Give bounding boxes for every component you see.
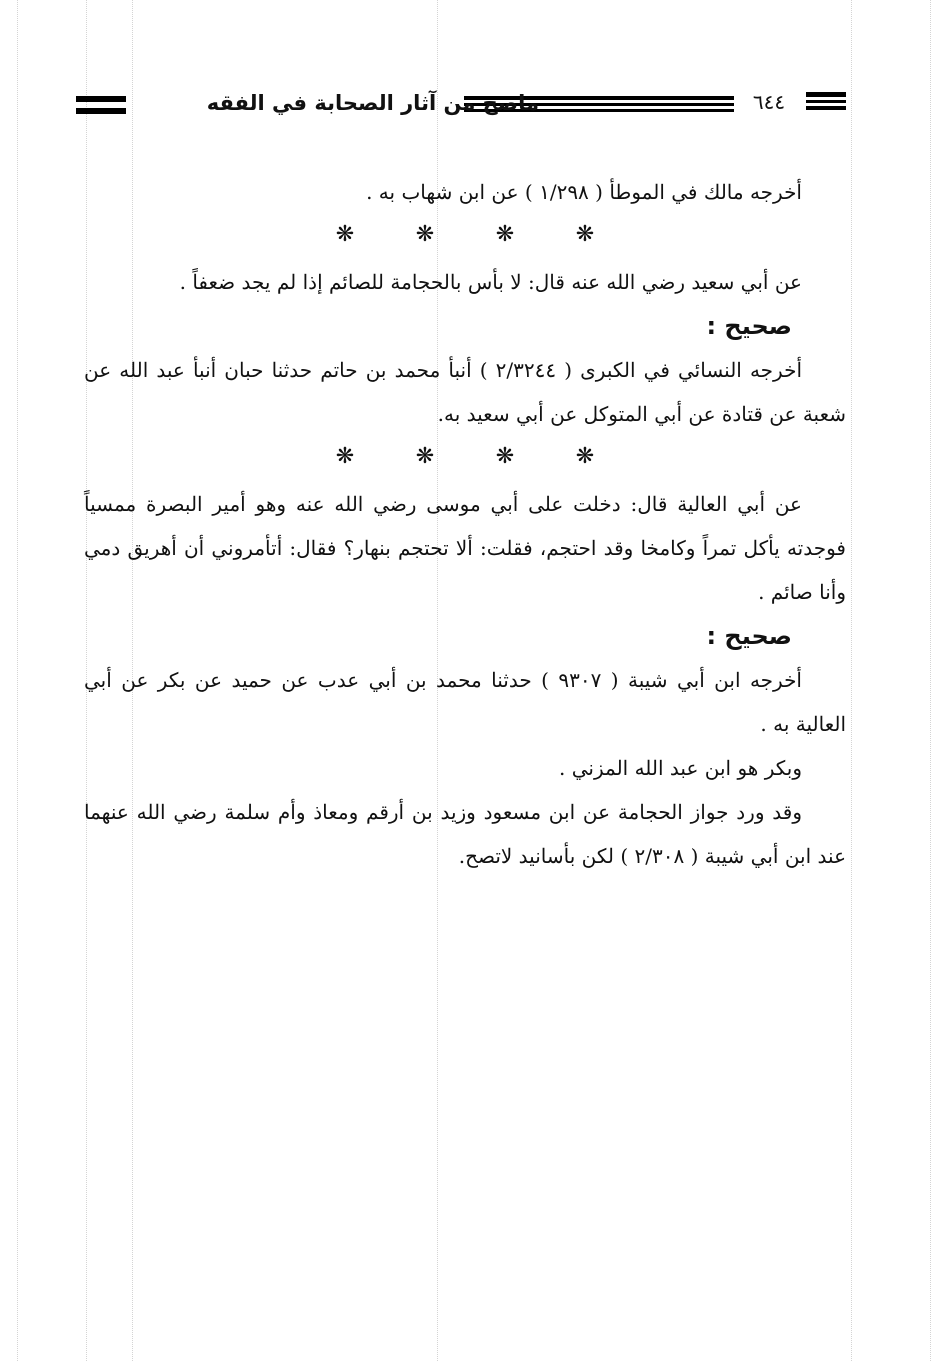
section-separator: [84, 214, 846, 254]
header-rule: [806, 92, 846, 97]
header-rule: [76, 96, 126, 102]
paragraph-citation-malik: أخرجه مالك في الموطأ ( ١/٢٩٨ ) عن ابن شهاب به .: [366, 180, 802, 204]
running-head-title: ماصح من آثار الصحابة في الفقه: [206, 91, 539, 115]
ornament-star-icon: ❋: [415, 221, 435, 247]
ornament-star-icon: ❋: [495, 221, 515, 247]
page-content: [84, 170, 846, 878]
header-rule: [76, 108, 126, 114]
paragraph-note-hijama-reports: وقد ورد جواز الحجامة عن ابن مسعود وزيد بن أرقم ومعاذ وأم سلمة رضي الله عنهما عند ابن أبي شيبة ( ٢/٣٠٨ ) لكن بأسانيد لاتصح.: [84, 800, 846, 868]
ornament-star-icon: ❋: [495, 443, 515, 469]
paragraph-athar-abu-aliya: عن أبي العالية قال: دخلت على أبي موسى رضي الله عنه وهو أمير البصرة ممسياً فوجدته يأكل تمراً وكامخا وقد احتجم، فقلت: ألا تحتجم بنهار؟ فقال: أتأمروني أن أهريق دمي وأنا صائم .: [84, 492, 846, 604]
scan-line: [17, 0, 18, 1361]
ornament-star-icon: ❋: [415, 443, 435, 469]
header-rule: [806, 106, 846, 110]
paragraph-citation-nasai: أخرجه النسائي في الكبرى ( ٢/٣٢٤٤ ) أنبأ محمد بن حاتم حدثنا حبان أنبأ عبد الله عن شعبة عن قتادة عن أبي المتوكل عن أبي سعيد به.: [84, 358, 846, 426]
scan-line: [851, 0, 852, 1361]
page-number: ٦٤٤: [752, 90, 786, 114]
ornament-star-icon: ❋: [335, 221, 355, 247]
paragraph-athar-abu-said: عن أبي سعيد رضي الله عنه قال: لا بأس بالحجامة للصائم إذا لم يجد ضعفاً .: [179, 270, 802, 294]
grading-heading: صحيح :: [706, 312, 792, 340]
paragraph-citation-ibn-abi-shaybah: أخرجه ابن أبي شيبة ( ٩٣٠٧ ) حدثنا محمد بن أبي عدب عن حميد عن بكر عن أبي العالية به .: [84, 668, 846, 736]
paragraph-note-bakr: وبكر هو ابن عبد الله المزني .: [559, 756, 802, 780]
scan-line: [930, 0, 931, 1361]
ornament-star-icon: ❋: [575, 443, 595, 469]
grading-heading: صحيح :: [706, 622, 792, 650]
page-header: [76, 84, 846, 128]
ornament-star-icon: ❋: [335, 443, 355, 469]
section-separator: [84, 436, 846, 476]
ornament-star-icon: ❋: [575, 221, 595, 247]
header-rule: [806, 100, 846, 103]
